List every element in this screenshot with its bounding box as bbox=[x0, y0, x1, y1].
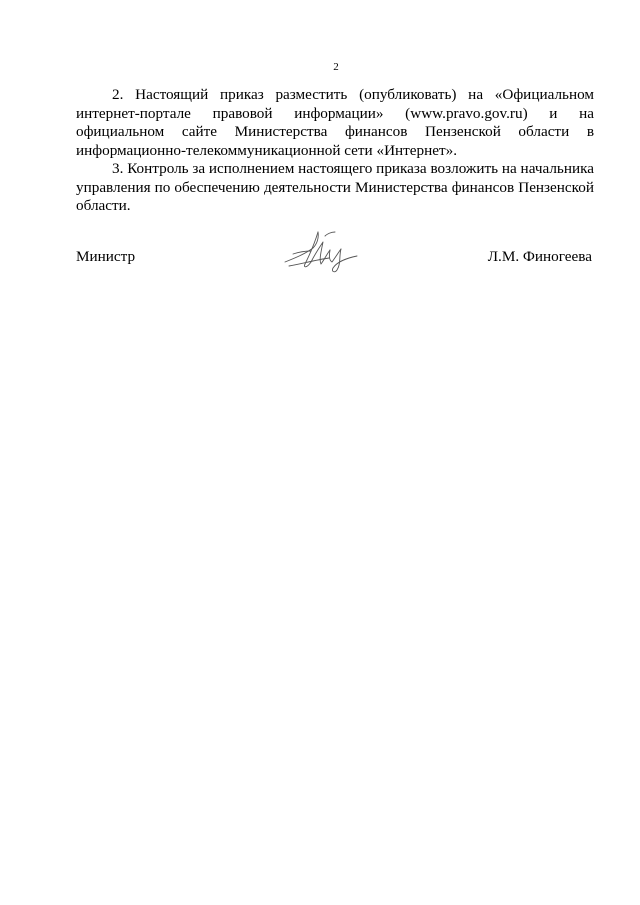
document-body bbox=[76, 86, 594, 216]
paragraph-publication: 2. Настоящий приказ разместить (опубликовать) на «Официальном интернет-портале правовой информации» (www.pravo.gov.ru) и на официальном сайте Министерства финансов Пензенской области в информационно-телекоммуникационной сети «Интернет». bbox=[76, 86, 594, 159]
signatory-name: Л.М. Финогеева bbox=[487, 248, 592, 265]
paragraph-control: 3. Контроль за исполнением настоящего приказа возложить на начальника управления по обеспечению деятельности Министерства финансов Пензенской области. bbox=[76, 160, 594, 214]
page-number: 2 bbox=[333, 61, 339, 73]
signatory-position: Министр bbox=[76, 248, 136, 265]
handwritten-signature bbox=[281, 224, 361, 276]
signature-block bbox=[76, 248, 594, 268]
